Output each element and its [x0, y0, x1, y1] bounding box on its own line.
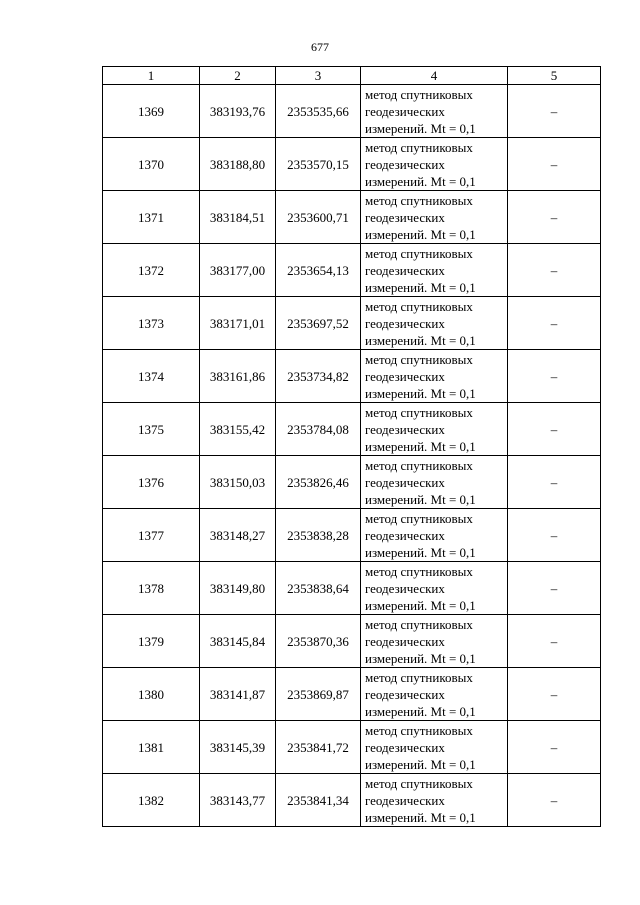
header-col-1: 1: [103, 67, 200, 85]
coord-x: 383193,76: [200, 85, 276, 138]
coord-y: 2353869,87: [276, 668, 361, 721]
coord-y: 2353841,72: [276, 721, 361, 774]
table-row: [103, 615, 601, 668]
method-text: метод спутниковых геодезических измерений. Mt = 0,1: [361, 297, 508, 350]
header-col-2: 2: [200, 67, 276, 85]
coord-y: 2353570,15: [276, 138, 361, 191]
coord-y: 2353838,64: [276, 562, 361, 615]
method-text: метод спутниковых геодезических измерений. Mt = 0,1: [361, 138, 508, 191]
note-dash: –: [508, 350, 601, 403]
point-number: 1381: [103, 721, 200, 774]
coordinates-table: [102, 66, 601, 827]
point-number: 1369: [103, 85, 200, 138]
coord-x: 383184,51: [200, 191, 276, 244]
method-text: метод спутниковых геодезических измерений. Mt = 0,1: [361, 85, 508, 138]
method-text: метод спутниковых геодезических измерений. Mt = 0,1: [361, 509, 508, 562]
table-row: [103, 191, 601, 244]
method-text: метод спутниковых геодезических измерений. Mt = 0,1: [361, 403, 508, 456]
table-row: [103, 562, 601, 615]
point-number: 1373: [103, 297, 200, 350]
table-row: [103, 297, 601, 350]
table-row: [103, 244, 601, 297]
note-dash: –: [508, 244, 601, 297]
note-dash: –: [508, 562, 601, 615]
note-dash: –: [508, 403, 601, 456]
note-dash: –: [508, 721, 601, 774]
point-number: 1371: [103, 191, 200, 244]
note-dash: –: [508, 774, 601, 827]
table-row: [103, 403, 601, 456]
method-text: метод спутниковых геодезических измерений. Mt = 0,1: [361, 615, 508, 668]
note-dash: –: [508, 615, 601, 668]
point-number: 1374: [103, 350, 200, 403]
note-dash: –: [508, 668, 601, 721]
table-body: [103, 85, 601, 827]
coord-y: 2353734,82: [276, 350, 361, 403]
coord-y: 2353838,28: [276, 509, 361, 562]
method-text: метод спутниковых геодезических измерений. Mt = 0,1: [361, 350, 508, 403]
coord-y: 2353535,66: [276, 85, 361, 138]
coord-y: 2353697,52: [276, 297, 361, 350]
point-number: 1375: [103, 403, 200, 456]
header-row: [103, 67, 601, 85]
point-number: 1377: [103, 509, 200, 562]
method-text: метод спутниковых геодезических измерений. Mt = 0,1: [361, 191, 508, 244]
coord-x: 383149,80: [200, 562, 276, 615]
coord-x: 383143,77: [200, 774, 276, 827]
header-col-5: 5: [508, 67, 601, 85]
page-number: 677: [311, 40, 329, 54]
point-number: 1380: [103, 668, 200, 721]
coord-x: 383148,27: [200, 509, 276, 562]
point-number: 1382: [103, 774, 200, 827]
coord-x: 383188,80: [200, 138, 276, 191]
table-row: [103, 668, 601, 721]
coord-y: 2353654,13: [276, 244, 361, 297]
method-text: метод спутниковых геодезических измерений. Mt = 0,1: [361, 774, 508, 827]
coord-x: 383145,39: [200, 721, 276, 774]
coord-y: 2353784,08: [276, 403, 361, 456]
table-header: [103, 67, 601, 85]
point-number: 1379: [103, 615, 200, 668]
table-row: [103, 456, 601, 509]
header-col-4: 4: [361, 67, 508, 85]
coord-y: 2353841,34: [276, 774, 361, 827]
table-row: [103, 721, 601, 774]
table-row: [103, 138, 601, 191]
coord-x: 383171,01: [200, 297, 276, 350]
coord-x: 383155,42: [200, 403, 276, 456]
note-dash: –: [508, 509, 601, 562]
coord-y: 2353870,36: [276, 615, 361, 668]
method-text: метод спутниковых геодезических измерений. Mt = 0,1: [361, 456, 508, 509]
note-dash: –: [508, 191, 601, 244]
point-number: 1378: [103, 562, 200, 615]
coord-x: 383161,86: [200, 350, 276, 403]
note-dash: –: [508, 85, 601, 138]
coord-x: 383150,03: [200, 456, 276, 509]
note-dash: –: [508, 456, 601, 509]
table-row: [103, 509, 601, 562]
note-dash: –: [508, 297, 601, 350]
coord-y: 2353826,46: [276, 456, 361, 509]
coord-x: 383141,87: [200, 668, 276, 721]
coord-x: 383145,84: [200, 615, 276, 668]
table-row: [103, 350, 601, 403]
header-col-3: 3: [276, 67, 361, 85]
method-text: метод спутниковых геодезических измерений. Mt = 0,1: [361, 721, 508, 774]
point-number: 1372: [103, 244, 200, 297]
method-text: метод спутниковых геодезических измерений. Mt = 0,1: [361, 668, 508, 721]
note-dash: –: [508, 138, 601, 191]
coord-x: 383177,00: [200, 244, 276, 297]
method-text: метод спутниковых геодезических измерений. Mt = 0,1: [361, 244, 508, 297]
coord-y: 2353600,71: [276, 191, 361, 244]
method-text: метод спутниковых геодезических измерений. Mt = 0,1: [361, 562, 508, 615]
table-row: [103, 85, 601, 138]
point-number: 1370: [103, 138, 200, 191]
point-number: 1376: [103, 456, 200, 509]
table-row: [103, 774, 601, 827]
